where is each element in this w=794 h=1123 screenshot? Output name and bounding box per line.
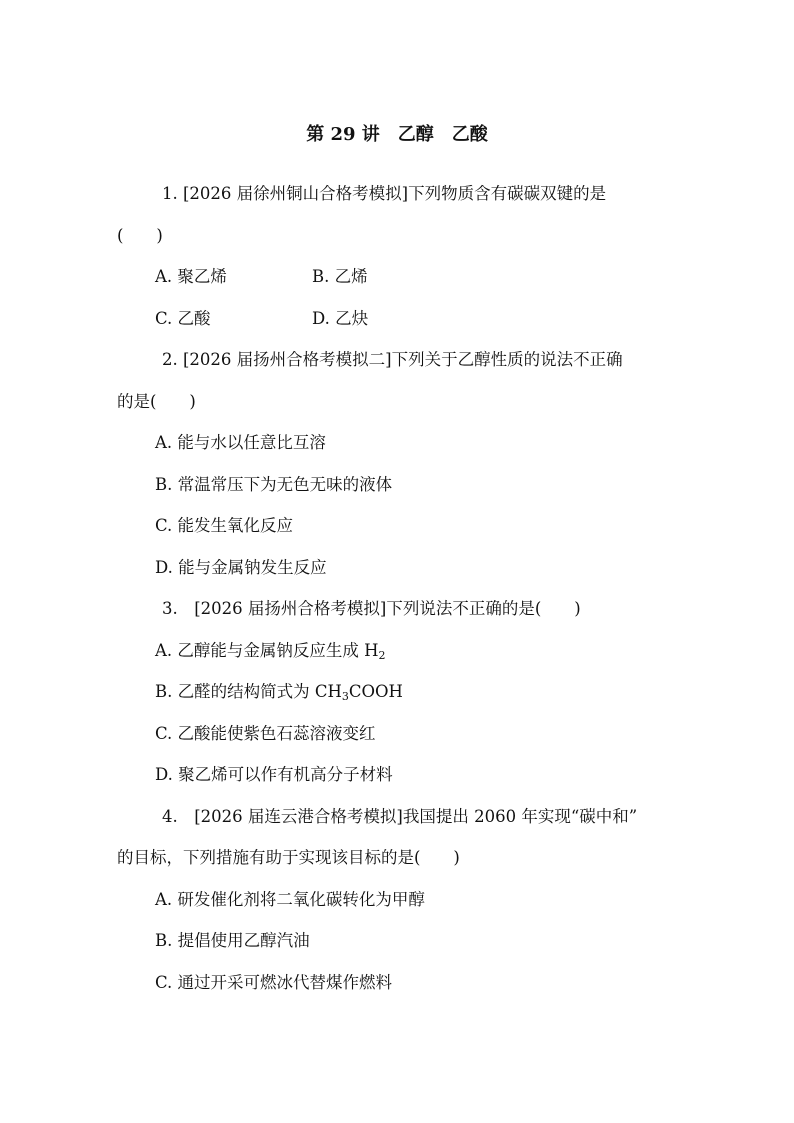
question-1-option-d: D. 乙炔 [312, 309, 369, 328]
question-2-option-d: D. 能与金属钠发生反应 [155, 558, 327, 577]
question-1-option-c: C. 乙酸 [155, 309, 211, 328]
question-4-option-b: B. 提倡使用乙醇汽油 [155, 931, 310, 950]
question-4-option-a: A. 研发催化剂将二氧化碳转化为甲醇 [155, 890, 425, 909]
question-4-stem-cont: 的目标，下列措施有助于实现该目标的是( ) [117, 848, 460, 867]
question-3-option-d: D. 聚乙烯可以作有机高分子材料 [155, 765, 393, 784]
question-2-option-a: A. 能与水以任意比互溶 [155, 433, 326, 452]
question-2-stem-cont: 的是( ) [117, 392, 196, 411]
question-1-option-a: A. 聚乙烯 [155, 267, 227, 286]
question-3-stem: 3. [2026 届扬州合格考模拟]下列说法不正确的是( ) [162, 599, 581, 618]
question-3-option-a: A. 乙醇能与金属钠反应生成 $H_2$ [155, 641, 386, 662]
question-3-option-c: C. 乙酸能使紫色石蕊溶液变红 [155, 724, 376, 743]
page-title: 第 29 讲 乙醇 乙酸 [306, 124, 488, 145]
question-4-option-c: C. 通过开采可燃冰代替煤作燃料 [155, 973, 393, 992]
question-1-option-b: B. 乙烯 [312, 267, 368, 286]
question-1-stem: 1. [2026 届徐州铜山合格考模拟]下列物质含有碳碳双键的是 [162, 184, 607, 203]
question-2-option-b: B. 常温常压下为无色无味的液体 [155, 475, 393, 494]
question-4-stem: 4. [2026 届连云港合格考模拟]我国提出 2060 年实现“碳中和” [162, 807, 638, 826]
question-1-paren: ( ) [117, 226, 163, 245]
question-2-option-c: C. 能发生氧化反应 [155, 516, 294, 535]
question-3-option-b: B. 乙醛的结构简式为 $CH_3COOH$ [155, 682, 403, 703]
question-2-stem: 2. [2026 届扬州合格考模拟二]下列关于乙醇性质的说法不正确 [162, 350, 623, 369]
